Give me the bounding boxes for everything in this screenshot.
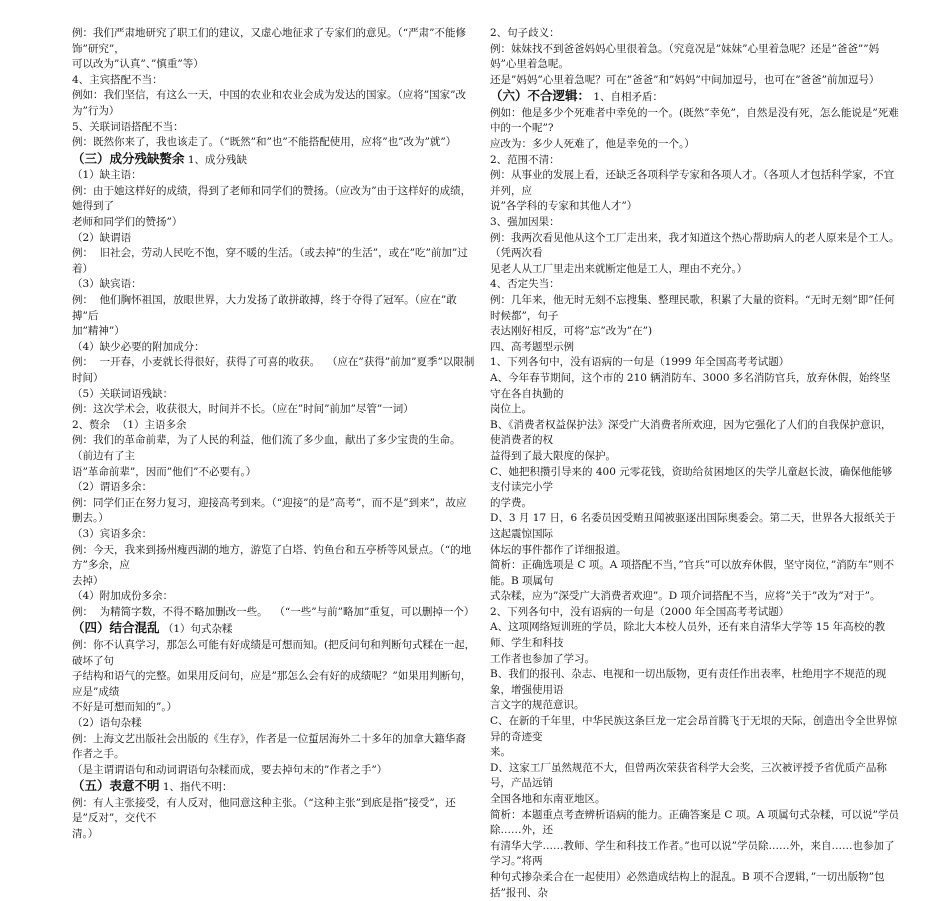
text-line: 例如：他是多少个死难者中幸免的一个。(既然”幸免”，自然是没有死，怎么能说是”死难中的一个呢”? [490,106,899,135]
text-line: 加”精神”） [72,325,125,338]
text-line: 应改为：多少人死难了，他是幸免的一个。） [490,138,695,151]
text-line: 简析：本题重点考查辨析语病的能力。正确答案是 C 项。A 项属句式杂糅，可以说”学员除……外，还 [490,808,899,837]
text-line: （5）关联词语残缺： [72,387,174,400]
text-line: 来。 [490,746,511,759]
text-line: 5、关联词语搭配不当： [72,120,184,133]
text-line: 例：从事业的发展上看，还缺乏各项科学专家和各项人才。（各项人才包括科学家，不宜并列，应 [490,169,895,197]
text-line: 老师和同学们的赞扬”） [72,216,183,229]
text-line: 例：由于她这样好的成绩，得到了老师和同学们的赞扬。（应改为”由于这样好的成绩，她得到了 [72,184,472,213]
text-line: 3、强加因果： [490,216,560,229]
section-heading-subtitle: （1）句式杂糅 [159,623,233,636]
text-line: 子结构和语气的完整。如果用反问句，应是”那怎么会有好的成绩呢？”如果用判断句，应是”成绩 [72,670,472,698]
text-line: 全国各地和东南亚地区。 [490,793,606,805]
text-line: 例： 旧社会，劳动人民吃不饱，穿不暖的生活。（或去掉”的生活”，或在”吃”前加”过着） [72,247,468,275]
text-line: （3）缺宾语： [72,278,142,291]
text-line: 说”各学科的专家和其他人才”） [490,200,638,213]
text-line: 工作者也参加了学习。 [490,652,595,665]
text-line: 例： 一开春，小麦就长得很好，获得了可喜的收获。 （应在”获得”前加”夏季”以限制时间） [72,356,475,384]
section-heading [72,778,476,796]
text-line: 1、下列各句中，没有语病的一句是（1999 年全国高考考试题） [490,356,790,369]
text-line: 例： 他们胸怀祖国，放眼世界，大力发扬了敢拼敢搏，终于夺得了冠军。（应在”敢搏”后 [72,294,457,322]
text-line: 体坛的事件都作了详细报道。 [490,543,627,556]
text-line: （4）附加成份多余： [72,590,174,603]
text-line: 例：我们严肃地研究了职工们的建议，又虚心地征求了专家们的意见。（“严肃”不能修饰”研究”， [72,27,466,55]
text-line: （3）宾语多余： [72,527,153,540]
text-line: D、3 月 17 日，6 名委员因受贿丑闻被驱逐出国际奥委会。第二天，世界各大报纸关于这起震惊国际 [490,512,896,540]
text-line: 简析：正确选项是 C 项。A 项搭配不当，”官兵”可以放弃休假，坚守岗位，”消防车”则不能。B 项属句 [490,559,895,587]
left-column [72,0,476,843]
text-line: 2、句子歧义： [490,27,560,39]
text-line: 2、范围不清： [490,153,560,166]
text-line: 4、否定失当： [490,278,560,291]
text-line: A、今年春节期间，这个市的 210 辆消防车、3000 多名消防官兵，放弃休假，始终坚守在各自执勤的 [490,371,891,400]
text-line: 例：今天，我来到扬州瘦西湖的地方，游览了白塔、钓鱼台和五亭桥等风景点。（“的地方”多余，应 [72,543,472,572]
text-line: 2、下列各句中，没有语病的一句是（2000 年全国高考考试题） [490,605,790,618]
section-heading [72,620,476,638]
text-line: 例： 为精简字数，不得不略加删改一些。 （“一些”与前”略加”重复，可以删掉一个） [72,605,475,618]
text-line: 去掉） [72,574,104,587]
text-line: （1）缺主语： [72,169,142,182]
text-line: 例：有人主张接受，有人反对，他同意这种主张。（“这种主张”到底是指”接受”，还是”反对”，交代不 [72,796,456,825]
text-line: 不好是可想而知的”。） [72,701,178,714]
text-line: 2、赘余 （1）主语多余 [72,418,187,431]
text-line: D、这家工厂虽然规范不大，但曾两次荣获省科学大会奖，三次被评授予省优质产品称号，产品远销 [490,761,887,790]
text-line: 4、主宾搭配不当： [72,73,163,86]
text-line: 还是”妈妈”心里着急呢？可在”爸爸”和”妈妈”中间加逗号，也可在”爸爸”前加逗号） [490,73,880,86]
text-line: 例如：我们坚信，有这么一天，中国的农业和农业会成为发达的国家。（应将”国家”改为”行为） [72,89,466,117]
text-line: 例：上海文艺出版社会出版的《生存》，作者是一位蜇居海外二十多年的加拿大籍华裔作者之手。 [72,732,466,761]
text-line: 语”革命前辈”，因而”他们”不必要有。） [72,465,257,478]
text-line: C、她把积攒引导来的 400 元零花钱，资助给贫困地区的失学儿童赵长波，确保他能够支付读完小学 [490,465,893,494]
text-line: B、我们的报刊、杂志、电视和一切出版物，更有责任作出表率，杜绝用字不规范的现象，增强使用语 [490,668,887,696]
text-line: 有清华大学……教师、学生和科技工作者。”也可以说”学员除……外，来自……也参加了学习。”将两 [490,839,895,868]
text-line: 例：既然你来了，我也该走了。（“既然”和”也”不能搭配使用，应将”也”改为”就”） [72,136,457,149]
text-line: 例：我两次看见他从这个工厂走出来，我才知道这个热心帮助病人的老人原来是个工人。（凭两次看 [490,231,900,260]
text-line: （2）缺谓语 [72,231,132,244]
text-line: 例：这次学术会，收获很大，时间并不长。（应在”时间”前加”尽管”一词） [72,403,414,416]
text-line: 例：妹妹找不到爸爸妈妈心里很着急。（究竟况是”妹妹”心里着急呢？还是”爸爸””妈妈”心里着急呢。 [490,42,880,71]
text-line: 岗位上。 [490,403,532,416]
text-line: 例：几年来，他无时无刻不忘搜集、整理民歌，积累了大量的资料。“无时无刻”即”任何时候都”，句子 [490,294,895,322]
text-line: 例：同学们正在努力复习，迎接高考到来。（“迎接”的是”高考”，而不是”到来”，故应删去。） [72,496,467,525]
text-line: （4）缺少必要的附加成分： [72,340,205,353]
text-line: 种句式掺杂柔合在一起使用）必然造成结构上的混乱。B 项不合逻辑，”一切出版物”包括”报刊、杂 [490,870,885,899]
text-line: （是主谓谓语句和动词谓语句杂糅而成，要去掉句末的”作者之手”） [72,763,388,776]
text-line: B、《消费者权益保护法》深受广大消费者所欢迎，因为它强化了人们的自我保护意识，使消费者的权 [490,418,892,447]
text-line: 言文字的规范意识。 [490,699,585,712]
text-line: 清。） [72,828,99,840]
right-text-block [490,26,900,901]
left-text-block [72,26,476,843]
text-line: 式杂糅，应为”深受广大消费者欢迎”。D 项介词搭配不当，应将”关于”改为”对于”。 [490,590,881,603]
text-line: 可以改为”认真”、”慎重”等） [72,58,204,71]
section-heading-title: （四）结合混乱 [72,620,160,636]
text-line: 见老人从工厂里走出来就断定他是工人，理由不充分。） [490,262,748,275]
section-heading-subtitle: 1、成分残缺 [184,153,248,166]
text-line: 的学费。 [490,496,532,509]
section-heading [490,88,900,106]
text-line: （2）谓语多余： [72,481,153,494]
text-line: 例：我们的革命前辈，为了人民的利益，他们流了多少血，献出了多少宝贵的生命。（前边有了主 [72,434,461,462]
text-line: 四、高考题型示例 [490,340,574,353]
section-heading-subtitle: 1、自相矛盾： [590,91,664,104]
section-heading-title: （三）成分残缺赘余 [72,150,185,166]
text-line: 例：你不认真学习，那怎么可能有好成绩是可想而知。(把反问句和判断句式糅在一起，破坏了句 [72,638,476,667]
section-heading-title: （五）表意不明 [72,778,160,794]
section-heading-subtitle: 1、指代不明： [159,781,233,794]
text-line: 表达刚好相反，可将”忘”改为”在”) [490,325,653,338]
section-heading [72,151,476,169]
text-line: A、这项网络短训班的学员，除北大本校人员外，还有来自清华大学等 15 年高校的教师、学生和科技 [490,621,886,650]
text-line: C、在新的千年里，中华民族这条巨龙一定会昂首腾飞于无垠的天际，创造出令全世界惊异的奇迹变 [490,715,898,743]
text-line: （2）语句杂糅 [72,716,142,729]
section-heading-title: （六）不合逻辑： [490,88,591,104]
right-column [490,0,900,901]
text-line: 益得到了最大限度的保护。 [490,449,616,462]
